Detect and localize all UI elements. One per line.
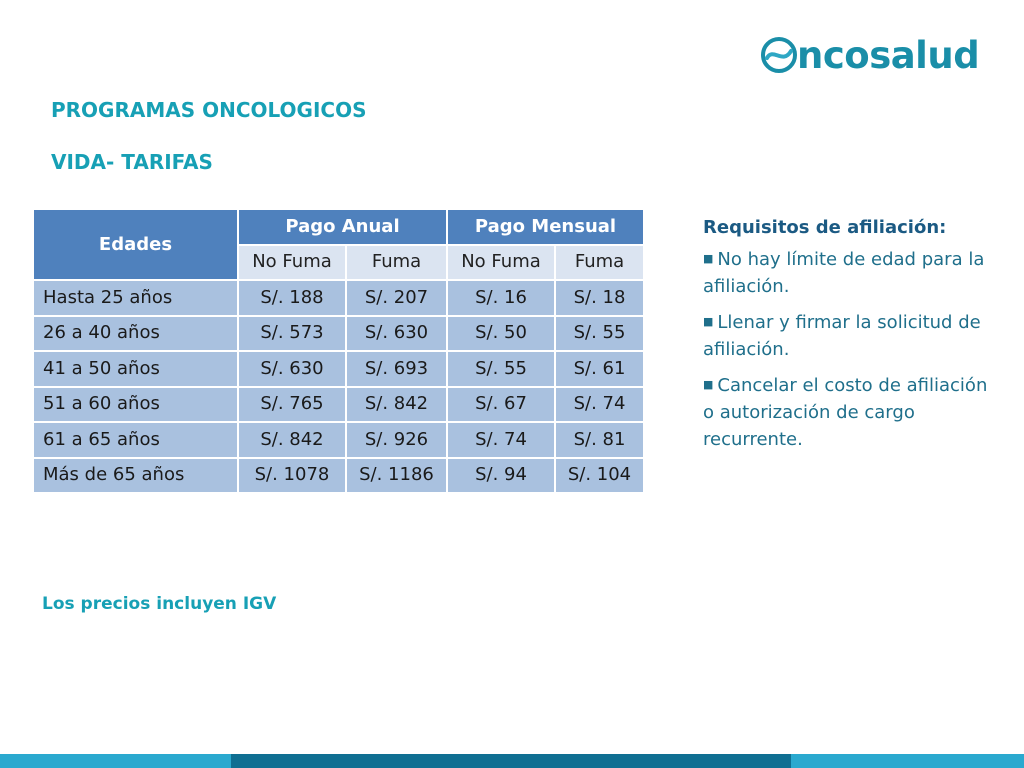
table-row — [33, 458, 644, 494]
annual-smoker-header: Fuma — [346, 245, 447, 281]
requirement-text: Llenar y firmar la solicitud de afiliación. — [703, 312, 981, 360]
age-range: 41 a 50 años — [33, 351, 238, 387]
requirement-text: Cancelar el costo de afiliación o autorización de cargo recurrente. — [703, 375, 988, 450]
table-row — [33, 422, 644, 458]
annual-non-smoker-price: S/. 1078 — [238, 458, 346, 494]
age-range: Más de 65 años — [33, 458, 238, 494]
annual-smoker-price: S/. 207 — [346, 280, 447, 316]
annual-non-smoker-price: S/. 842 — [238, 422, 346, 458]
rates-table — [32, 208, 645, 494]
age-range: Hasta 25 años — [33, 280, 238, 316]
monthly-non-smoker-price: S/. 74 — [447, 422, 555, 458]
square-bullet-icon: ■ — [703, 378, 714, 391]
monthly-smoker-price: S/. 18 — [555, 280, 644, 316]
monthly-non-smoker-price: S/. 94 — [447, 458, 555, 494]
bottom-color-bar — [0, 754, 1024, 768]
requirement-item — [703, 308, 1003, 363]
monthly-non-smoker-price: S/. 50 — [447, 316, 555, 352]
monthly-non-smoker-price: S/. 16 — [447, 280, 555, 316]
monthly-non-smoker-price: S/. 67 — [447, 387, 555, 423]
price-note: Los precios incluyen IGV — [42, 594, 277, 614]
age-range: 61 a 65 años — [33, 422, 238, 458]
oncosalud-logo — [761, 30, 979, 80]
table-header-row — [33, 209, 644, 245]
annual-non-smoker-price: S/. 765 — [238, 387, 346, 423]
bottom-bar-segment — [0, 754, 231, 768]
annual-payment-header: Pago Anual — [238, 209, 447, 245]
annual-non-smoker-price: S/. 188 — [238, 280, 346, 316]
requirements-heading: Requisitos de afiliación: — [703, 217, 947, 238]
annual-non-smoker-header: No Fuma — [238, 245, 346, 281]
monthly-non-smoker-price: S/. 55 — [447, 351, 555, 387]
annual-smoker-price: S/. 693 — [346, 351, 447, 387]
monthly-payment-header: Pago Mensual — [447, 209, 644, 245]
annual-smoker-price: S/. 630 — [346, 316, 447, 352]
requirement-item — [703, 371, 1003, 453]
monthly-smoker-price: S/. 55 — [555, 316, 644, 352]
monthly-smoker-price: S/. 104 — [555, 458, 644, 494]
age-range: 26 a 40 años — [33, 316, 238, 352]
requirement-item — [703, 245, 1003, 300]
requirements-panel — [703, 214, 1003, 461]
monthly-smoker-price: S/. 81 — [555, 422, 644, 458]
age-column-header: Edades — [33, 209, 238, 280]
monthly-smoker-header: Fuma — [555, 245, 644, 281]
bottom-bar-segment — [231, 754, 791, 768]
bottom-bar-segment — [791, 754, 1024, 768]
table-row — [33, 316, 644, 352]
square-bullet-icon: ■ — [703, 315, 714, 328]
page-title: PROGRAMAS ONCOLOGICOS — [51, 98, 367, 122]
monthly-smoker-price: S/. 61 — [555, 351, 644, 387]
table-row — [33, 387, 644, 423]
requirement-text: No hay límite de edad para la afiliación. — [703, 249, 985, 297]
monthly-non-smoker-header: No Fuma — [447, 245, 555, 281]
page-subtitle: VIDA- TARIFAS — [51, 150, 213, 174]
age-range: 51 a 60 años — [33, 387, 238, 423]
annual-non-smoker-price: S/. 573 — [238, 316, 346, 352]
annual-smoker-price: S/. 926 — [346, 422, 447, 458]
annual-smoker-price: S/. 1186 — [346, 458, 447, 494]
annual-smoker-price: S/. 842 — [346, 387, 447, 423]
table-row — [33, 280, 644, 316]
square-bullet-icon: ■ — [703, 252, 714, 265]
annual-non-smoker-price: S/. 630 — [238, 351, 346, 387]
table-row — [33, 351, 644, 387]
monthly-smoker-price: S/. 74 — [555, 387, 644, 423]
oncosalud-logo-icon — [761, 37, 797, 73]
logo-text: ncosalud — [797, 33, 980, 77]
